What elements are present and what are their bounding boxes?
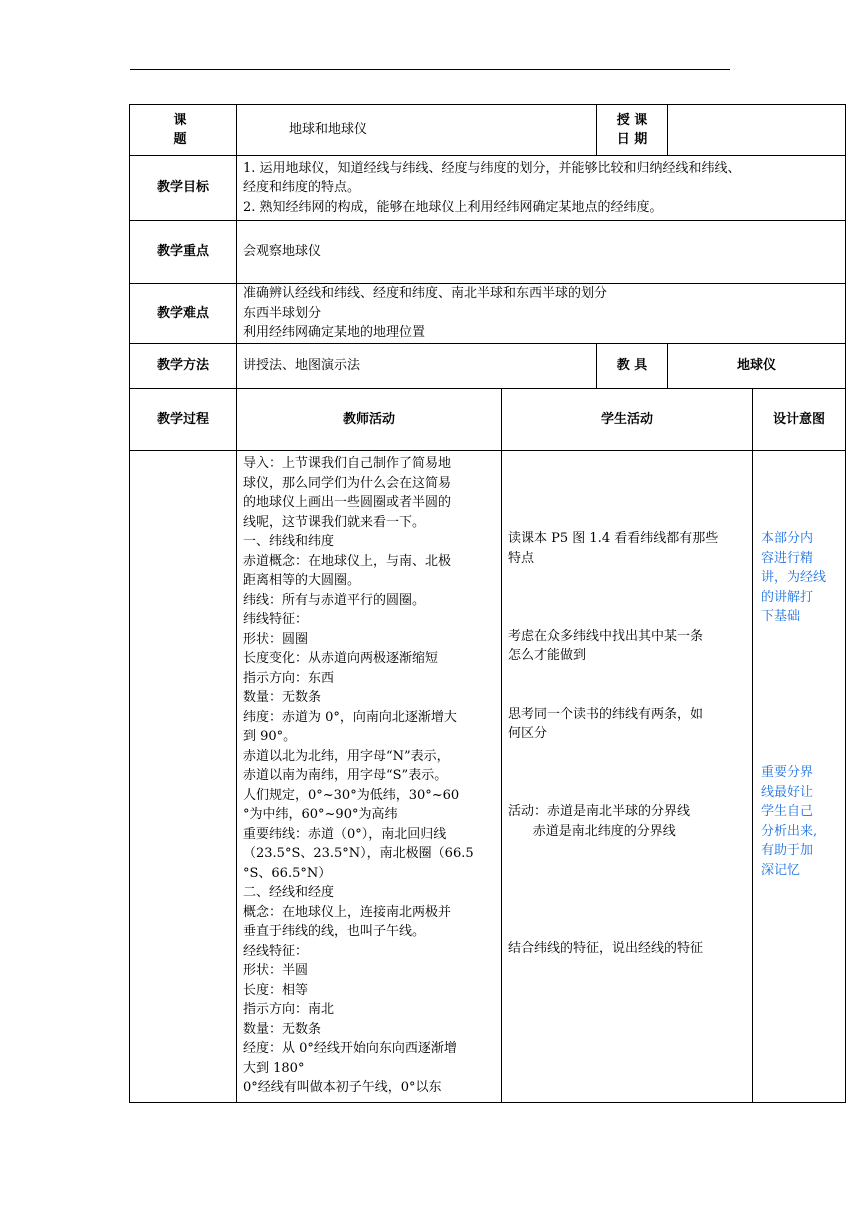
teacher-activity-line: 长度变化：从赤道向两极逐渐缩短 [243, 651, 439, 666]
spacer [761, 627, 841, 764]
goals-row [130, 156, 846, 221]
student-activity-line: 思考同一个读书的纬线有两条，如 [508, 706, 704, 722]
lesson-plan-table [129, 104, 846, 1103]
tool-label: 教 具 [597, 344, 668, 389]
teacher-activity-line: 形状：半圆 [243, 963, 309, 978]
teaching-date-label-line2: 日 期 [616, 132, 648, 147]
difficulty-label: 教学难点 [130, 284, 237, 344]
teacher-activity-line: 形状：圆圈 [243, 631, 309, 647]
goals-content [237, 156, 846, 221]
teacher-activity-line: 到 90°。 [243, 729, 297, 744]
key-point-label: 教学重点 [130, 221, 237, 284]
student-activity-line: 怎么才能做到 [508, 648, 587, 663]
design-intent-line: 深记忆 [761, 862, 801, 878]
teacher-activity-line: 纬线特征： [243, 612, 309, 627]
design-intent-line: 本部分内 [761, 531, 814, 546]
goals-line: 2. 熟知经纬网的构成，能够在地球仪上利用经纬网确定某地点的经纬度。 [243, 199, 663, 215]
design-intent-line: 容进行精 [761, 550, 814, 566]
topic-label: 课 题 [130, 105, 237, 156]
teacher-activity-line: 经度：从 0°经线开始向东向西逐渐增 [243, 1041, 457, 1056]
method-value: 讲授法、地图演示法 [237, 344, 597, 389]
design-intent-header: 设计意图 [753, 389, 846, 451]
student-activity-line: 读课本 P5 图 1.4 看看纬线都有那些 [508, 531, 719, 546]
difficulty-content [237, 284, 846, 344]
design-intent-cell [753, 451, 846, 1103]
student-activity-line: 赤道是南北纬度的分界线 [508, 823, 676, 839]
teacher-activity-line: 0°经线有叫做本初子午线，0°以东 [243, 1080, 442, 1095]
goals-label: 教学目标 [130, 156, 237, 221]
teacher-activity-line: 的地球仪上画出一些圆圈或者半圆的 [243, 495, 452, 510]
teacher-activity-line: 纬线：所有与赤道平行的圆圈。 [243, 592, 426, 608]
process-label: 教学过程 [130, 389, 237, 451]
student-activity-header: 学生活动 [502, 389, 753, 451]
teacher-activity-line: 赤道概念：在地球仪上，与南、北极 [243, 553, 452, 569]
design-intent-line: 重要分界 [761, 765, 814, 780]
spacer [761, 451, 841, 529]
teacher-activity-line: 赤道以北为北纬，用字母“N”表示， [243, 748, 450, 764]
teacher-activity-line: （23.5°S、23.5°N），南北极圈（66.5 [243, 846, 474, 861]
teacher-activity-line: 二、经线和经度 [243, 885, 335, 900]
teacher-activity-line: 线呢，这节课我们就来看一下。 [243, 514, 426, 530]
key-point-row [130, 221, 846, 284]
spacer [508, 451, 746, 529]
spacer [508, 744, 746, 803]
teacher-activity-line: 导入：上节课我们自己制作了简易地 [243, 456, 452, 471]
design-intent-line: 的讲解打 [761, 589, 814, 605]
teacher-activity-line: 人们规定，0°~30°为低纬，30°~60 [243, 787, 460, 803]
teacher-activity-line: 经线特征： [243, 943, 309, 959]
teacher-activity-line: 一、纬线和纬度 [243, 534, 335, 549]
teacher-activity-line: 垂直于纬线的线，也叫子午线。 [243, 924, 426, 939]
design-intent-line: 学生自己 [761, 804, 814, 819]
header-rule [130, 69, 730, 70]
student-activity-line: 活动：赤道是南北半球的分界线 [508, 804, 691, 819]
spacer [508, 841, 746, 939]
spacer [508, 666, 746, 705]
method-label: 教学方法 [130, 344, 237, 389]
method-row [130, 344, 846, 389]
process-blank-cell [130, 451, 237, 1103]
student-activity-line: 结合纬线的特征，说出经线的特征 [508, 940, 704, 956]
teacher-activity-line: 数量：无数条 [243, 690, 322, 705]
design-intent-line: 下基础 [761, 609, 801, 624]
difficulty-row [130, 284, 846, 344]
teacher-activity-line: 距离相等的大圆圈。 [243, 573, 361, 588]
process-body-row [130, 451, 846, 1103]
student-activity-line: 考虑在众多纬线中找出其中某一条 [508, 628, 704, 644]
tool-value: 地球仪 [668, 344, 846, 389]
teacher-activity-line: °S、66.5°N） [243, 865, 332, 881]
spacer [508, 568, 746, 627]
teacher-activity-line: °为中纬，60°~90°为高纬 [243, 807, 398, 822]
teacher-activity-header: 教师活动 [237, 389, 502, 451]
teaching-date-label-line1: 授 课 [616, 112, 648, 128]
design-intent-line: 讲，为经线 [761, 570, 827, 585]
teacher-activity-line: 重要纬线：赤道（0°），南北回归线 [243, 826, 447, 842]
student-activity-cell [502, 451, 753, 1103]
goals-line: 1. 运用地球仪，知道经线与纬线、经度与纬度的划分，并能够比较和归纳经线和纬线、 [243, 160, 741, 176]
teacher-activity-line: 纬度：赤道为 0°，向南向北逐渐增大 [243, 709, 457, 725]
design-intent-line: 有助于加 [761, 843, 814, 858]
teacher-activity-line: 赤道以南为南纬，用字母“S”表示。 [243, 768, 448, 783]
teacher-activity-line: 大到 180° [243, 1060, 305, 1076]
teacher-activity-line: 概念：在地球仪上，连接南北两极并 [243, 904, 452, 920]
student-activity-line: 何区分 [508, 726, 548, 741]
difficulty-line: 准确辨认经线和纬线、经度和纬度、南北半球和东西半球的划分 [243, 286, 608, 302]
design-intent-line: 线最好让 [761, 784, 814, 800]
teacher-activity-line: 数量：无数条 [243, 1021, 322, 1037]
student-activity-line: 特点 [508, 550, 535, 566]
teaching-date-label [597, 105, 668, 156]
design-intent-line: 分析出来, [761, 823, 818, 839]
goals-line: 经度和纬度的特点。 [243, 180, 361, 196]
teaching-date-value [668, 105, 846, 156]
process-header-row [130, 389, 846, 451]
teacher-activity-line: 指示方向：东西 [243, 670, 335, 686]
teacher-activity-line: 长度：相等 [243, 982, 309, 998]
difficulty-line: 利用经纬网确定某地的地理位置 [243, 325, 426, 341]
difficulty-line: 东西半球划分 [243, 305, 322, 321]
topic-value: 地球和地球仪 [237, 105, 597, 156]
teacher-activity-line: 指示方向：南北 [243, 1002, 335, 1017]
teacher-activity-cell [237, 451, 502, 1103]
teacher-activity-line: 球仪，那么同学们为什么会在这简易 [243, 475, 452, 491]
key-point-value: 会观察地球仪 [237, 221, 846, 284]
topic-row [130, 105, 846, 156]
